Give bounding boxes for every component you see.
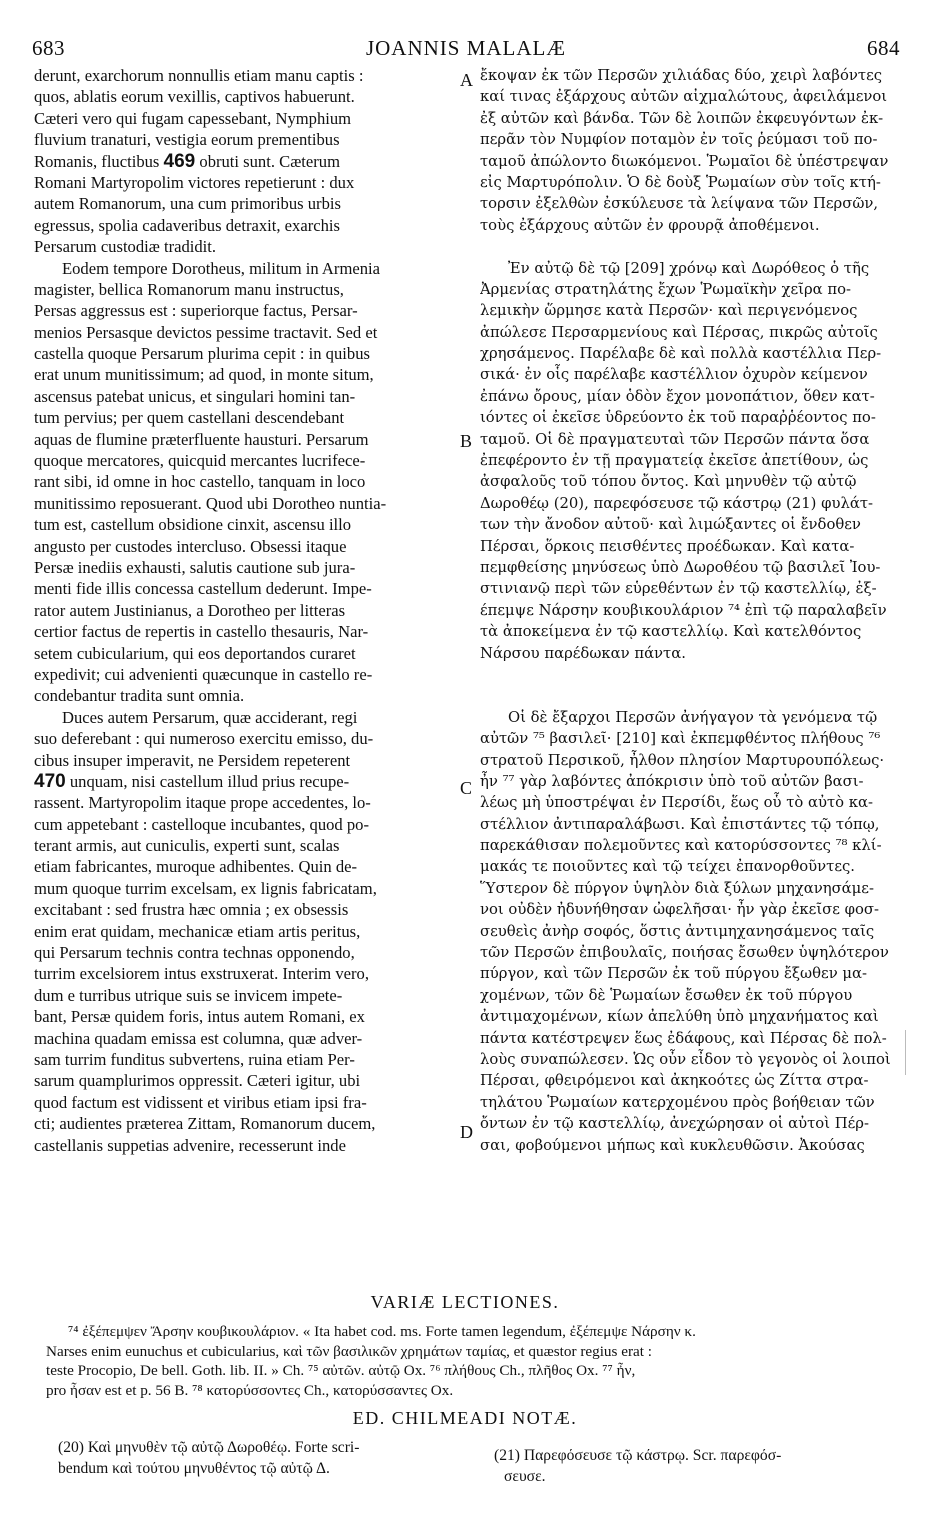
greek-column [480,65,894,1156]
variant-line: teste Procopio, De bell. Goth. lib. II. » Ch. ⁷⁵ αὐτῶν. αὐτῷ Ox. ⁷⁶ πλήθους Ch., πλῆθος Ox. ⁷⁷ ἦν, [46,1362,636,1379]
greek-line: λοὺς συναπώλεσεν. Ὡς οὖν εἶδον τὸ γεγονὸς οἱ λοιποὶ [480,1050,891,1068]
greek-line: ἦν ⁷⁷ γὰρ λαβόντες ἀπόκρισιν ὑπὸ τοῦ αὐτῶν βασι- [480,772,864,790]
greek-line: τῶν Περσῶν ἐπιβουλαῖς, ποιήσας ἔσωθεν ὑψηλότερον [480,944,889,962]
greek-line: σευθεὶς ἀνὴρ σοφός, ὅστις ἀντιμηχανησάμενος ταῖς [480,922,875,940]
greek-line: αὐτῶν ⁷⁵ βασιλεῖ· [210] καὶ ἐκπεμφθέντος πλήθους ⁷⁶ [480,730,881,748]
page-number-right: 684 [867,36,900,60]
section-marker-c: C [460,778,473,798]
latin-line: menios Persasque devictos pessime tractavit. Sed et [34,322,378,342]
greek-line: στρατοῦ Περσικοῦ, ἦλθον πλησίον Μαρτυρουπόλεως· [480,751,885,769]
section-marker-d: D [460,1122,473,1142]
latin-line: dum e turribus utrique suis se invicem impete- [34,985,343,1005]
section-marker-a: A [460,70,473,90]
greek-line: στέλλιον ἀντιπαραλάβωσι. Καὶ ἐπιστάντες τῷ τόπῳ, [480,815,880,833]
greek-line: ὄντων ἐν τῷ καστελλίῳ, ἀνεχώρησαν οἱ αὐτοὶ Πέρ- [480,1115,869,1133]
note-line: (21) Παρεφόσευσε τῷ κάστρῳ. Scr. παρεφόσ- [494,1447,782,1464]
latin-line [34,151,456,172]
latin-line: menti fide illis concessa castellum dederunt. Impe- [34,579,372,599]
latin-line: ascensus patebat unicus, et singulari homini tan- [34,386,356,406]
latin-line: etiam fabricantes, muroque adhibentes. Quin de- [34,857,358,877]
greek-line: ἔκοψαν ἐκ τῶν Περσῶν χιλιάδας δύο, χειρὶ λαβόντες [480,67,883,84]
greek-line: νοι οὐδὲν ἠδυνήθησαν ὠφελῆσαι· ἦν γὰρ ἐκεῖσε φοσ- [480,901,879,919]
note-line: (20) Καὶ μηνυθὲν τῷ αὐτῷ Δωροθέῳ. Forte scri- [58,1439,360,1456]
margin-number: 469 [163,150,196,172]
latin-text: Romanis, fluctibus [34,151,160,171]
latin-column [34,65,456,1156]
note-20 [58,1437,458,1479]
greek-line: Οἱ δὲ ἔξαρχοι Περσῶν ἀνήγαγον τὰ γενόμενα τῷ [508,708,878,726]
latin-line: expedivit; cui advenienti quæcunque in castello re- [34,664,373,684]
greek-line: λέως μὴ ὑποστρέψαι ἐν Περσίδι, ἕως οὗ τὸ αὐτὸ κα- [480,794,874,812]
greek-line: ἐξ αὐτῶν καὶ βάνδα. Τῶν δὲ λοιπῶν ἐκφευγόντων ἐκ- [480,109,884,127]
greek-line: λεμικὴν ὥρμησε κατὰ Περσῶν· καὶ περιγενόμενος [480,302,858,320]
latin-line: castella quoque Persarum plurima cepit : in quibus [34,344,370,364]
latin-line: angusto per custodes intercluso. Obsessi itaque [34,536,347,556]
note-line: bendum καὶ τούτου μηνυθέντος τῷ αὐτῷ Δ. [58,1460,330,1477]
greek-line: ιόντες οἱ ἐκεῖσε ὑδρεύοντο ἐκ τοῦ παραῤῥέοντος πο- [480,409,876,427]
latin-line: condebantur tradita sunt omnia. [34,686,245,706]
latin-line: quoque mercatores, quicquid mercantes lucrifece- [34,451,366,471]
latin-line: setem cubicularium, qui eos deportandos curaret [34,643,356,663]
latin-line: quod factum est vidissent et viribus etiam ipsi fra- [34,1092,367,1112]
section-marker-b: B [460,431,473,451]
latin-line: munitissimo reposuerant. Quod ubi Dorotheo nuntia- [34,493,387,513]
variant-line: ⁷⁴ ἐξέπεμψεν Ἄρσην κουβικουλάριον. « Ita habet cod. ms. Forte tamen legendum, ἐξέπεμψε Νάρσην κ. [68,1323,696,1340]
greek-line: ἐπεφέροντο ἐν τῇ πραγματείᾳ ἐκεῖσε ἀπετίθουν, ὡς [480,452,869,470]
variae-lectiones-title: VARIÆ LECTIONES. [370,1292,560,1312]
latin-line: excitabant : sed frustra hæc omnia ; ex obsessis [34,900,349,920]
latin-line: cum appetebant : castelloque incubantes, quod po- [34,814,369,834]
latin-line: Persas aggressus est : superiorque factus, Persar- [34,301,358,321]
latin-line: rator autem Justinianus, a Dorotheo per litteras [34,600,346,620]
latin-line: autem Romanorum, una cum primoribus urbis [34,194,341,214]
latin-line: certior factus de repertis in castello thesauris, Nar- [34,622,369,642]
latin-line: machina quadam emissa est columna, quæ adver- [34,1028,363,1048]
latin-line: sarum quamplurimos oppressit. Cæteri igitur, ubi [34,1071,361,1091]
greek-line: σικά· ἐν οἷς παρέλαβε καστέλλιον ὀχυρὸν κείμενον [480,366,868,384]
greek-line: Πέρσαι, φθειρόμενοι καὶ ἀκηκοότες ὡς Ζίττα στρα- [480,1072,869,1090]
latin-line: Romani Martyropolim victores repetierunt : dux [34,172,355,192]
latin-text: obruti sunt. Cæterum [199,151,340,171]
latin-line: aquas de flumine præterfluente hausturi. Persarum [34,429,369,449]
latin-line: magister, bellica Romanorum manu instructus, [34,279,344,299]
note-line: σευσε. [504,1468,546,1485]
latin-line: Duces autem Persarum, quæ acciderant, regi [62,707,358,727]
latin-line: Persæ inediis exhausti, salutis cautione sub jura- [34,557,356,577]
page-header [32,36,900,64]
latin-text: unquam, nisi castellum illud prius recupe- [69,771,350,791]
variant-line: pro ἦσαν est et p. 56 B. ⁷⁸ κατορύσσοντες Ch., κατορύσσαντες Ox. [46,1381,454,1399]
latin-line: rant sibi, id omne in hoc castello, tanquam in loco [34,472,366,492]
margin-rule [905,1030,906,1075]
variae-lectiones [46,1322,896,1400]
latin-line: quos, ablatis eorum vexillis, captivos habuerunt. [34,87,355,107]
latin-line [34,771,456,792]
greek-line: καί τινας ἐξάρχους αὐτῶν αἰχμαλώτους, ἀφειλάμενοι [480,88,888,106]
latin-line: turrim excelsiorem intus exstruxerat. Interim vero, [34,964,369,984]
greek-line: τηλάτου Ῥωμαίων κατερχομένου πρὸς βοήθειαν τῶν [480,1093,875,1111]
paragraph-gap [480,664,894,685]
greek-line: πεμφθείσης μηνύσεως ὑπὸ Δωροθέου τῷ βασιλεῖ Ἰου- [480,558,881,576]
latin-line: terant armis, aut cuniculis, experti sunt, scalas [34,836,340,856]
latin-line: cti; audientes præterea Zittam, Romanorum ducem, [34,1114,376,1134]
greek-line: παρεκάθισαν πολεμοῦντες καὶ κατορύσσοντες ⁷⁸ κλί- [480,837,882,855]
greek-line: χρησάμενος. Παρέλαβε δὲ καὶ πολλὰ καστέλλια Περ- [480,345,882,363]
latin-line: egressus, spolia cadaveribus detraxit, exarchis [34,215,340,235]
paragraph-gap [480,685,894,706]
greek-line: τοὺς ἐξάρχους αὐτῶν ἐν φρουρᾷ ἀποθέμενοι. [480,216,820,234]
greek-line: Ὕστερον δὲ πύργον ὑψηλὸν διὰ ξύλων μηχανησάμε- [480,879,874,897]
greek-line: ταμοῦ ἀπώλοντο διωκόμενοι. Ῥωμαῖοι δὲ ὑπέστρεψαν [480,152,889,170]
greek-line: Δωροθέῳ (20), παρεφόσευσε τῷ κάστρῳ (21) φυλάτ- [480,494,874,512]
greek-line: Πέρσαι, ὅρκοις πεισθέντες προέδωκαν. Καὶ κατα- [480,537,855,555]
running-title: JOANNIS MALALÆ [365,36,567,60]
greek-line: πάντα κατέστρεψεν ἕως ἐδάφους, καὶ Πέρσας δὲ πολ- [480,1029,887,1047]
latin-line: mum quoque turrim excelsam, ex lignis fabricatam, [34,878,377,898]
latin-line: derunt, exarchorum nonnullis etiam manu captis : [34,66,364,85]
greek-line: σαι, φοβούμενοι μήπως καὶ κυκλευθῶσιν. Ἀκούσας [480,1136,865,1154]
latin-line: erat unum munitissimum; ad quod, in monte situm, [34,365,374,385]
latin-line: enim erat quidam, mechanicæ etiam artis peritus, [34,921,361,941]
greek-line: Ἀρμενίας στρατηλάτης ἔχων Ῥωμαϊκὴν χεῖρα πο- [480,280,851,298]
page-number-left: 683 [32,36,65,60]
latin-line: Eodem tempore Dorotheus, militum in Armenia [62,258,380,278]
greek-line: στινιανῷ περὶ τῶν εὑρεθέντων ἐν τῷ καστελλίῳ, ἐξ- [480,580,877,598]
greek-line: ἐπάνω ὄρους, μίαν ὁδὸν ἔχον μονοπάτιον, ὅθεν κατ- [480,387,875,405]
greek-line: έπεμψε Νάρσην κουβικουλάριον ⁷⁴ ἐπὶ τῷ παραλαβεῖν [480,601,887,619]
greek-line: μακάς τε ποιοῦντες καὶ τῷ τείχει ἐπανορθοῦντες. [480,858,855,876]
latin-line: castellanis suppetias advenire, recesserunt inde [34,1135,346,1155]
greek-line: των τὴν ἄνοδον αὐτοῦ· καὶ λιμώξαντες οἱ ἔνδοθεν [480,516,861,534]
latin-line: suo deferebant : qui numeroso exercitu emisso, du- [34,729,374,749]
latin-line: tum pervius; per quem castellani descendebant [34,408,345,428]
greek-line: ἀντιμαχομένων, κίων ἀπελύθη ὑπὸ μηχανήματος καὶ [480,1008,879,1026]
latin-line: fluvium tranaturi, vestigia eorum prementibus [34,130,340,150]
greek-line: ἀσφαλοῦς τοῦ τόπου ὄντος. Καὶ μηνυθὲν τῷ αὐτῷ [480,473,857,491]
greek-line: περᾶν τὸν Νυμφίον ποταμὸν ἐν τοῖς ῥεύμασι τοῦ πο- [480,131,878,149]
latin-line: Cæteri vero qui fugam capessebant, Nymphium [34,108,352,128]
greek-line: Νάρσου παρέδωκαν πάντα. [480,644,686,662]
latin-line: Persarum custodiæ tradidit. [34,237,217,257]
margin-number: 470 [34,770,66,792]
latin-line: bant, Persæ quidem foris, intus autem Romani, ex [34,1007,365,1027]
greek-line: ἀπώλεσε Περσαρμενίους καὶ Πέρσας, πικρῶς αὐτοῖς [480,323,878,341]
latin-line: sam turrim funditus subvertens, ruina etiam Per- [34,1049,355,1069]
greek-line: πύργον, καὶ τῶν Περσῶν ἐκ τοῦ πύργου ἔξωθεν μα- [480,965,867,983]
greek-line: εἰς Μαρτυρόπολιν. Ὁ δὲ δοὺξ Ῥωμαίων σὺν τοῖς κτή- [480,173,881,191]
greek-line: τὰ ἀποκείμενα ἐν τῷ καστελλίῳ. Καὶ κατελθόντος [480,623,862,641]
greek-line: ταμοῦ. Οἱ δὲ πραγματευταὶ τῶν Περσῶν πάντα ὅσα [480,430,870,448]
paragraph-gap [480,236,894,257]
greek-line: Ἐν αὐτῷ δὲ τῷ [209] χρόνῳ καὶ Δωρόθεος ὁ τῆς [508,259,870,277]
latin-line: qui Persarum technis contra technas opponendo, [34,943,355,963]
greek-line: χομένων, τῶν δὲ Ῥωμαίων ἔσωθεν ἐκ τοῦ πύργου [480,986,853,1004]
latin-line: rassent. Martyropolim itaque prope accedentes, lo- [34,793,371,813]
greek-line: τορσιν ἐξελθὼν ἐσκύλευσε τὰ λείψανα τῶν Περσῶν, [480,195,879,213]
latin-line: cibus insuper imperavit, ne Persidem repeterent [34,750,351,770]
note-21 [494,1445,898,1487]
latin-line: tum est, castellum obsidione cinxit, ascensu illo [34,515,352,535]
variant-line: Narses enim eunuchus et cubicularius, καὶ τῶν βασιλικῶν χρημάτων ταμίας, et quæstor regius erat : [46,1342,653,1360]
chilmeadi-notae-title: ED. CHILMEADI NOTÆ. [352,1408,578,1428]
